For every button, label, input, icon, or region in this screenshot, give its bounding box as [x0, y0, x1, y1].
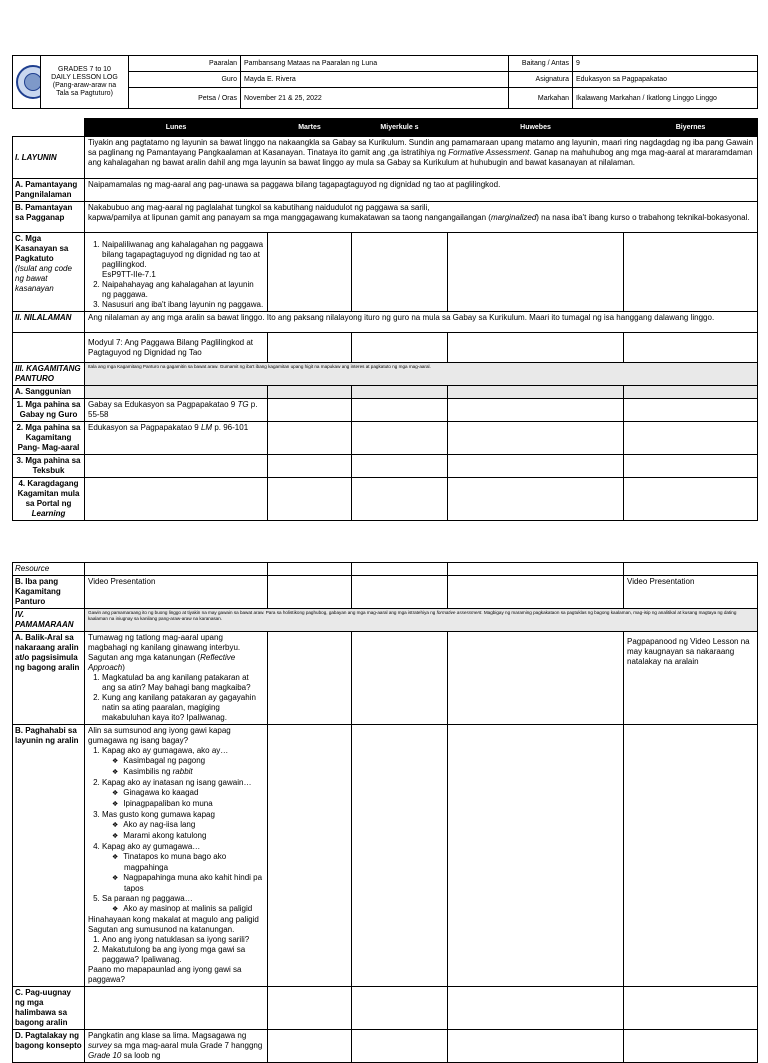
cell	[352, 632, 448, 725]
layunin-text: Tiyakin ang pagtatamo ng layunin sa bawat linggo na nakaangkla sa Gabay sa Kurikulum. Sundin ang pamamaraan upang matamo ang layunin, maari ring nagdagdag ng iba pang Gawain sa paglinang ng Pamantayang Pangkaalaman at Kasanayan. Tinataya ito gamit ang ,ga istratihiya ng Formative Assessment. Ganap na mahuhubog ang mga mag-aaral at mararamdaman ang kahalagahan ng bawat aralin dahil ang mga layunin sa bawat linggo ay mula sa Gabay sa Kurikulum at huhubugin and bawat kasanayan at nilalaman.	[85, 137, 758, 179]
balik-aral-label: A. Balik-Aral sa nakaraang aralin at/o pagsisimula ng bagong aralin	[13, 632, 85, 725]
cell	[624, 333, 758, 363]
paghahabi-q3: 3. Mas gusto kong gumawa kapag ❖ Ako ay nag-iisa lang ❖ Marami akong katulong	[102, 810, 264, 842]
paaralan-value: Pambansang Mataas na Paaralan ng Luna	[241, 56, 509, 72]
cell	[624, 725, 758, 987]
paghahabi-label: B. Paghahabi sa layunin ng aralin	[13, 725, 85, 987]
title-line-1: GRADES 7 to 10	[58, 66, 111, 73]
cell	[448, 399, 624, 422]
cell	[268, 422, 352, 455]
cell	[624, 987, 758, 1030]
pamamaraan-note: Gawin ang pamamaraang ito ng buong linggo at tiyakin na may gawain sa bawat araw. Para sa holistikong paghubog, gabayan ang mga mag-aaral ang mga istratehiya ng formative assessment. Magbigay ng maraming pagkakataon sa pagtuklas ng bagong kaalaman, mag-isip ng analitikal at kusang magtaya ng dating kaalaman na iniugnay sa kanilang pang-araw-araw na karanasan.	[85, 609, 758, 632]
baitang-value: 9	[573, 56, 758, 72]
kagamitang-pang-mag-aaral-value: Edukasyon sa Pagpapakatao 9 LM p. 96-101	[85, 422, 268, 455]
nilalaman-text: Ang nilalaman ay ang mga aralin sa bawat linggo. Ito ang paksang nilalayong ituro ng guro na mula sa Gabay sa Kurikulum. Maari ito tumagal ng isa hanggang dalawang linggo.	[85, 312, 758, 333]
paghahabi-q4: 4. Kapag ako ay gumagawa… ❖ Tinatapos ko muna bago ako magpahinga ❖ Nagpapahinga muna ako kahit hindi pa tapos	[102, 842, 264, 894]
nilalaman-label: II. NILALAMAN	[13, 312, 85, 333]
kagamitang-pang-mag-aaral-label: 2. Mga pahina sa Kagamitang Pang- Mag-aaral	[13, 422, 85, 455]
cell	[624, 563, 758, 576]
cell	[448, 455, 624, 478]
gabay-ng-guro-label: 1. Mga pahina sa Gabay ng Guro	[13, 399, 85, 422]
cell	[352, 563, 448, 576]
cell	[352, 233, 448, 312]
cell	[268, 563, 352, 576]
cell	[352, 333, 448, 363]
cell	[352, 478, 448, 521]
cell	[268, 233, 352, 312]
cell	[448, 1030, 624, 1063]
cell	[268, 455, 352, 478]
seal-icon	[16, 65, 41, 99]
deped-seal	[13, 56, 41, 109]
pamantayan-sa-pagganap-label: B. Pamantayan sa Pagganap	[13, 202, 85, 233]
cell	[448, 987, 624, 1030]
kasanayan-item-3: 3. Nasusuri ang iba't ibang layunin ng paggawa.	[102, 300, 264, 310]
cell	[448, 632, 624, 725]
paghahabi-closing: Paano mo mapapaunlad ang iyong gawi sa paggawa?	[88, 965, 242, 984]
paghahabi-q3-b: ❖ Marami akong katulong	[124, 831, 264, 842]
gabay-ng-guro-value: Gabay sa Edukasyon sa Pagpapakatao 9 TG p. 55-58	[85, 399, 268, 422]
pag-uugnay-label: C. Pag-uugnay ng mga halimbawa sa bagong aralin	[13, 987, 85, 1030]
day-miyerkules: Miyerkule s	[352, 119, 448, 137]
cell	[624, 422, 758, 455]
cell	[448, 233, 624, 312]
asignatura-label: Asignatura	[509, 72, 573, 88]
cell	[624, 455, 758, 478]
cell	[448, 386, 624, 399]
cell	[624, 478, 758, 521]
guro-value: Mayda E. Rivera	[241, 72, 509, 88]
pamantayang-pangnilalaman-label: A. Pamantayang Pangnilalaman	[13, 179, 85, 202]
balik-aral-text	[85, 632, 268, 725]
cell	[85, 478, 268, 521]
cell	[352, 1030, 448, 1063]
pamamaraan-label: IV. PAMAMARAAN	[13, 609, 85, 632]
cell	[268, 386, 352, 399]
cell	[624, 386, 758, 399]
layunin-label: I. LAYUNIN	[13, 137, 85, 179]
cell	[448, 422, 624, 455]
title-line-2: DAILY LESSON LOG	[51, 74, 118, 81]
header-table	[12, 55, 758, 109]
paghahabi-q4-b: ❖ Nagpapahinga muna ako kahit hindi pa tapos	[124, 873, 264, 894]
cell	[352, 386, 448, 399]
cell	[352, 987, 448, 1030]
cell	[352, 422, 448, 455]
cell	[13, 333, 85, 363]
title-line-4: Tala sa Pagtuturo)	[56, 90, 113, 97]
paghahabi-q5-a: ❖ Ako ay masinop at malinis sa paligid	[124, 904, 264, 915]
paghahabi-q1-a: ❖ Kasimbagal ng pagong	[124, 756, 264, 767]
corner-blank	[13, 119, 85, 137]
mga-kasanayan-label: C. Mga Kasanayan sa Pagkatuto (Isulat ang code ng bawat kasanayan	[13, 233, 85, 312]
school-title	[41, 56, 129, 109]
balik-aral-item-2: 2. Kung ang kanilang patakaran ay gagayahin natin sa ating paaralan, magiging makabuluhan kaya ito? Ipaliwanag.	[102, 693, 264, 723]
balik-aral-biyernes: Pagpapanood ng Video Lesson na may kaugnayan sa nakaraang natalakay na aralain	[624, 632, 758, 725]
lesson-log-table-2	[12, 562, 758, 1063]
cell	[624, 399, 758, 422]
markahan-value: Ikalawang Markahan / Ikatlong Linggo Linggo	[573, 88, 758, 109]
cell	[624, 1030, 758, 1063]
paghahabi-q2-b: ❖ Ipinagpapaliban ko muna	[124, 799, 264, 810]
kagamitang-panturo-note: Itala ang mga Kagamitang Panturo na gagamitin sa bawat araw. Gumamit ng iba't ibang kagamitan upang higit na mapukaw ang interes at pagkatuto ng mga mag-aaral.	[85, 363, 758, 386]
paghahabi-q4-a: ❖ Tinatapos ko muna bago ako magpahinga	[124, 852, 264, 873]
day-lunes: Lunes	[85, 119, 268, 137]
paghahabi-f2: 2. Makatutulong ba ang iyong mga gawi sa paggawa? Ipaliwanag.	[102, 945, 264, 965]
cell	[85, 987, 268, 1030]
paghahabi-q5: 5. Sa paraan ng paggawa… ❖ Ako ay masinop at malinis sa paligid	[102, 894, 264, 915]
kasanayan-item-2: 2. Naipahahayag ang kahalagahan at layunin ng paggawa.	[102, 280, 264, 300]
cell	[85, 455, 268, 478]
title-line-3: (Pang-araw-araw na	[52, 82, 117, 89]
iba-pang-kagamitan-lunes: Video Presentation	[85, 576, 268, 609]
day-martes: Martes	[268, 119, 352, 137]
baitang-label: Baitang / Antas	[509, 56, 573, 72]
petsa-label: Petsa / Oras	[129, 88, 241, 109]
paghahabi-q1: 1. Kapag ako ay gumagawa, ako ay… ❖ Kasimbagal ng pagong ❖ Kasimbilis ng rabbit	[102, 746, 264, 778]
sanggunian-label: A. Sanggunian	[13, 386, 85, 399]
mga-kasanayan-list	[85, 233, 268, 312]
cell	[268, 1030, 352, 1063]
balik-aral-item-1: 1. Magkatulad ba ang kanilang patakaran at ang sa atin? May bahagi bang magkaiba?	[102, 673, 264, 693]
cell	[85, 386, 268, 399]
markahan-label: Markahan	[509, 88, 573, 109]
paghahabi-intro: Alin sa sumsunod ang iyong gawi kapag gumagawa ng isang bagay?	[88, 726, 231, 745]
paaralan-label: Paaralan	[129, 56, 241, 72]
paghahabi-f1: 1. Ano ang iyong natuklasan sa iyong sarili?	[102, 935, 264, 945]
day-biyernes: Biyernes	[624, 119, 758, 137]
cell	[448, 725, 624, 987]
cell	[448, 333, 624, 363]
modyul-title: Modyul 7: Ang Paggawa Bilang Paglilingkod at Pagtaguyod ng Dignidad ng Tao	[85, 333, 268, 363]
iba-pang-kagamitan-biyernes: Video Presentation	[624, 576, 758, 609]
teksbuk-label: 3. Mga pahina sa Teksbuk	[13, 455, 85, 478]
cell	[448, 563, 624, 576]
guro-label: Guro	[129, 72, 241, 88]
cell	[352, 399, 448, 422]
paghahabi-q2-a: ❖ Ginagawa ko kaagad	[124, 788, 264, 799]
cell	[352, 725, 448, 987]
resource-label: Resource	[13, 563, 85, 576]
asignatura-value: Edukasyon sa Pagpapakatao	[573, 72, 758, 88]
paghahabi-q3-a: ❖ Ako ay nag-iisa lang	[124, 820, 264, 831]
cell	[85, 563, 268, 576]
paghahabi-after: Hinahayaan kong makalat at magulo ang paligid Sagutan ang sumusunod na katanungan.	[88, 915, 259, 934]
paghahabi-text	[85, 725, 268, 987]
cell	[268, 399, 352, 422]
day-huwebes: Huwebes	[448, 119, 624, 137]
iba-pang-kagamitan-label: B. Iba pang Kagamitang Panturo	[13, 576, 85, 609]
paghahabi-q1-b: ❖ Kasimbilis ng rabbit	[124, 767, 264, 778]
karagdagang-kagamitan-label: 4. Karagdagang Kagamitan mula sa Portal ng Learning	[13, 478, 85, 521]
petsa-value: November 21 & 25, 2022	[241, 88, 509, 109]
cell	[268, 576, 352, 609]
cell	[268, 725, 352, 987]
kagamitang-panturo-label: III. KAGAMITANG PANTURO	[13, 363, 85, 386]
pagtalakay-label: D. Pagtalakay ng bagong konsepto	[13, 1030, 85, 1063]
cell	[268, 632, 352, 725]
balik-aral-intro: Tumawag ng tatlong mag-aaral upang magbahagi ng kanilang ginawang interbyu. Sagutan ang mga katanungan (Reflective Approach)	[88, 633, 241, 672]
lesson-log-table-1	[12, 118, 758, 521]
cell	[448, 478, 624, 521]
cell	[268, 478, 352, 521]
cell	[352, 576, 448, 609]
cell	[448, 576, 624, 609]
paghahabi-q2: 2. Kapag ako ay inatasan ng isang gawain… ❖ Ginagawa ko kaagad ❖ Ipinagpapaliban ko muna	[102, 778, 264, 810]
cell	[268, 333, 352, 363]
cell	[352, 455, 448, 478]
cell	[268, 987, 352, 1030]
pamantayan-sa-pagganap-text: Nakabubuo ang mag-aaral ng paglalahat tungkol sa kabutihang naidudulot ng paggawa sa sarili, kapwa/pamilya at lipunan gamit ang panayam sa mga manggagawang kumakatawan sa taong nangangailangan (marginalized) na nasa iba't ibang kurso o trabahong teknikal-bokasyonal.	[85, 202, 758, 233]
cell	[624, 233, 758, 312]
pamantayang-pangnilalaman-text: Naipamamalas ng mag-aaral ang pag-unawa sa paggawa bilang tagapagtaguyod ng dignidad ng tao at paglilingkod.	[85, 179, 758, 202]
pagtalakay-text: Pangkatin ang klase sa lima. Magsagawa ng survey sa mga mag-aaral mula Grade 7 hanggng Grade 10 sa loob ng	[85, 1030, 268, 1063]
kasanayan-item-1: 1. Naipaliliwanag ang kahalagahan ng paggawa bilang tagapagtaguyod ng dignidad ng tao at paglilingkod. EsP9TT-IIe-7.1	[102, 240, 264, 280]
